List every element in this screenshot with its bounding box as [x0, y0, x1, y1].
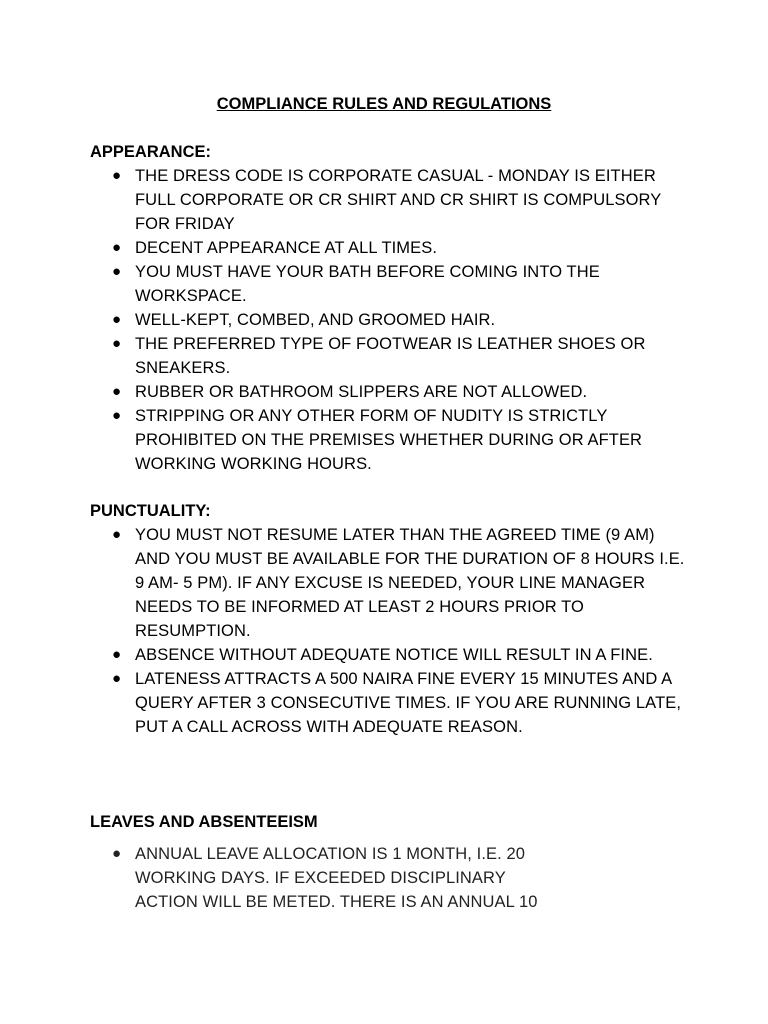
list-item-text: DECENT APPEARANCE AT ALL TIMES.	[135, 239, 438, 257]
list-item	[90, 164, 690, 236]
list-item	[90, 380, 690, 404]
list-item	[90, 404, 690, 476]
bullet-icon: ●	[112, 239, 122, 256]
list-item	[90, 260, 690, 308]
list-item-text: STRIPPING OR ANY OTHER FORM OF NUDITY IS STRICTLY PROHIBITED ON THE PREMISES WHETHER DURING OR AFTER WORKING WORKING HOURS.	[135, 407, 643, 473]
list-item-text: RUBBER OR BATHROOM SLIPPERS ARE NOT ALLOWED.	[135, 383, 588, 401]
list-item	[90, 332, 690, 380]
section-heading-punctuality: PUNCTUALITY:	[90, 502, 211, 520]
list-item-text: THE DRESS CODE IS CORPORATE CASUAL - MONDAY IS EITHER FULL CORPORATE OR CR SHIRT AND CR SHIRT IS COMPULSORY FOR FRIDAY	[135, 167, 662, 233]
list-item-text: ANNUAL LEAVE ALLOCATION IS 1 MONTH, I.E. 20 WORKING DAYS. IF EXCEEDED DISCIPLINARY ACTION WILL BE METED. THERE IS AN ANNUAL 10	[135, 845, 538, 911]
leaves-list	[90, 842, 700, 914]
list-item-text: YOU MUST NOT RESUME LATER THAN THE AGREED TIME (9 AM) AND YOU MUST BE AVAILABLE FOR THE DURATION OF 8 HOURS I.E. 9 AM- 5 PM). IF ANY EXCUSE IS NEEDED, YOUR LINE MANAGER NEEDS TO BE INFORMED AT LEAST 2 HOURS PRIOR TO RESUMPTION.	[135, 526, 685, 640]
bullet-icon: ●	[112, 311, 122, 328]
list-item-text: THE PREFERRED TYPE OF FOOTWEAR IS LEATHER SHOES OR SNEAKERS.	[135, 335, 646, 377]
document-title: COMPLIANCE RULES AND REGULATIONS	[216, 95, 552, 113]
bullet-icon: ●	[112, 670, 122, 687]
section-leaves-and-absenteeism	[90, 810, 700, 914]
bullet-icon: ●	[112, 407, 122, 424]
list-item-text: WELL-KEPT, COMBED, AND GROOMED HAIR.	[135, 311, 496, 329]
section-punctuality	[90, 499, 700, 739]
bullet-icon: ●	[112, 845, 122, 862]
list-item	[90, 842, 555, 914]
list-item	[90, 667, 690, 739]
bullet-icon: ●	[112, 383, 122, 400]
section-heading-appearance: APPEARANCE:	[90, 143, 212, 161]
list-item	[90, 236, 690, 260]
bullet-icon: ●	[112, 526, 122, 543]
bullet-icon: ●	[112, 167, 122, 184]
list-item	[90, 523, 690, 643]
bullet-icon: ●	[112, 335, 122, 352]
appearance-list	[90, 164, 690, 476]
list-item	[90, 308, 690, 332]
list-item-text: LATENESS ATTRACTS A 500 NAIRA FINE EVERY 15 MINUTES AND A QUERY AFTER 3 CONSECUTIVE TIMES. IF YOU ARE RUNNING LATE, PUT A CALL ACROSS WITH ADEQUATE REASON.	[135, 670, 682, 736]
bullet-icon: ●	[112, 263, 122, 280]
list-item	[90, 643, 690, 667]
section-appearance	[90, 140, 700, 476]
punctuality-list	[90, 523, 690, 739]
section-heading-leaves: LEAVES AND ABSENTEEISM	[90, 813, 318, 831]
list-item-text: YOU MUST HAVE YOUR BATH BEFORE COMING INTO THE WORKSPACE.	[135, 263, 600, 305]
bullet-icon: ●	[112, 646, 122, 663]
list-item-text: ABSENCE WITHOUT ADEQUATE NOTICE WILL RESULT IN A FINE.	[135, 646, 653, 664]
